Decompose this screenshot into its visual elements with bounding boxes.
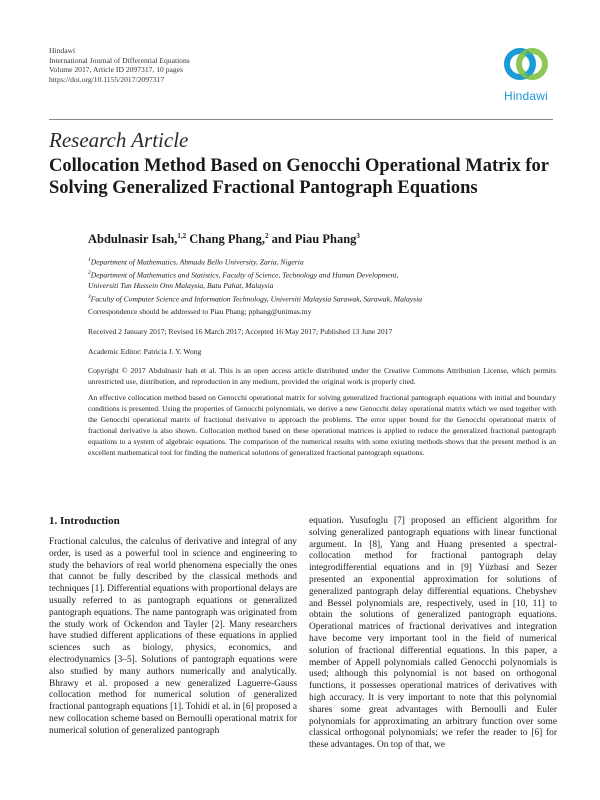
academic-editor: Academic Editor: Patricia J. Y. Wong	[88, 347, 202, 356]
affiliation-2	[88, 268, 422, 281]
volume-line: Volume 2017, Article ID 2097317, 10 pages	[49, 65, 183, 75]
intro-column-left: Fractional calculus, the calculus of derivative and integral of any order, is used as a powerful tool in science and engineering to study the behaviors of real world phenomena especially the ones that cannot be fully described by the classical methods and techniques [1]. Differential equations with proportional delays are usually referred to as pantograph equations or generalized pantograph equations. The name pantograph was originated from the study work of Ockendon and Tayler [2]. Many researchers have studied different applications of these equations in applied sciences such as biology, physics, economics, and electrodynamics [3–5]. Solutions of pantograph equations were also studied by many authors numerically and analytically. Bhrawy et al. proposed a new generalized Laguerre-Gauss collocation method for numerical solution of generalized fractional pantograph equations [1]. Tohidi et al. in [6] proposed a new collocation scheme based on Bernoulli operational matrix for numerical solution of generalized pantograph	[49, 537, 297, 736]
affiliation-2-cont	[88, 281, 422, 292]
publication-dates: Received 2 January 2017; Revised 16 March 2017; Accepted 16 May 2017; Published 13 June 2017	[88, 327, 393, 336]
correspondence: Correspondence should be addressed to Piau Phang; pphang@unimas.my	[88, 307, 312, 316]
author-piau-phang[interactable]: and Piau Phang	[268, 232, 357, 247]
journal-name: International Journal of Differential Equations	[49, 55, 190, 65]
intro-column-right: equation. Yusufoglu [7] proposed an efficient algorithm for solving generalized pantograph equations with linear functional argument. In [8], Yang and Huang presented a spectral-collocation method for fractional pantograph delay integrodifferential equations and in [9] Yüzbasi and Sezer presented an exponential approximation for solutions of generalized pantograph delay differential equations. Chebyshev and Bessel polynomials are, respectively, used in [10, 11] to obtain the solutions of generalized pantograph equations. Operational matrices of fractional derivatives and integration have become very important tool in the field of numerical solution of fractional differential equations. In this paper, a member of Appell polynomials called Genocchi polynomials is used; although this polynomial is not based on orthogonal functions, it possesses operational matrices of derivatives with high accuracy. It is very important to note that this polynomial shares some great advantages with Bernoulli and Euler polynomials for approximating an arbitrary function over some classical orthogonal polynomials; we refer the reader to [6] for these advantages. On top of that, we	[309, 516, 557, 751]
abstract: An effective collocation method based on Genocchi operational matrix for solving generalized fractional pantograph equations with initial and boundary conditions is presented. Using the properties of Genocchi polynomials, we derive a new Genocchi delay operational matrix which we used together with the Genocchi operational matrix of fractional derivative to approach the problems. The error upper bound for the Genocchi operational matrix of fractional derivative is also shown. Collocation method based on these operational matrices is applied to reduce the generalized fractional pantograph equations to a system of algebraic equations. The comparison of the numerical results with some existing methods shows that the present method is an excellent mathematical tool for finding the numerical solutions of generalized fractional pantograph equations.	[88, 393, 556, 457]
affiliations	[88, 255, 422, 305]
article-type: Research Article	[49, 128, 189, 152]
hindawi-logo	[496, 42, 556, 106]
journal-header	[49, 46, 190, 84]
affiliation-1-text: Department of Mathematics, Ahmadu Bello University, Zaria, Nigeria	[90, 257, 304, 267]
affiliation-2-cont-text: Universiti Tun Hussein Onn Malaysia, Batu Pahat, Malaysia	[88, 281, 274, 291]
author-chang-phang-affil: 2	[265, 232, 269, 240]
affiliation-2-text: Department of Mathematics and Statistics, Faculty of Science, Technology and Human Development,	[90, 270, 399, 280]
doi-link[interactable]: https://doi.org/10.1155/2017/2097317	[49, 74, 165, 84]
logo-text: Hindawi	[503, 89, 549, 103]
affiliation-2-sup: 2	[88, 270, 91, 277]
author-piau-phang-affil: 3	[356, 232, 360, 240]
affiliation-3	[88, 292, 422, 305]
hindawi-logo-icon	[496, 42, 556, 88]
section-heading-introduction: 1. Introduction	[49, 515, 120, 527]
author-isah-affil: 1,2	[177, 232, 187, 240]
title-line-1: Collocation Method Based on Genocchi Operational Matrix for	[49, 156, 549, 176]
author-list	[88, 232, 360, 247]
author-isah[interactable]: Abdulnasir Isah,	[88, 232, 178, 247]
copyright-notice: Copyright © 2017 Abdulnasir Isah et al. This is an open access article distributed under the Creative Commons Attribution License, which permits unrestricted use, distribution, and reproduction in any medium, provided the original work is properly cited.	[88, 366, 556, 386]
affiliation-3-text: Faculty of Computer Science and Information Technology, Universiti Malaysia Sarawak, Sarawak, Malaysia	[90, 294, 423, 304]
author-chang-phang[interactable]: Chang Phang,	[186, 232, 266, 247]
title-line-2: Solving Generalized Fractional Pantograph Equations	[49, 178, 478, 198]
publisher-name: Hindawi	[49, 46, 76, 55]
affiliation-1	[88, 255, 422, 268]
affiliation-3-sup: 3	[88, 293, 91, 300]
header-divider	[49, 119, 553, 120]
paper-title	[49, 155, 569, 199]
affiliation-1-sup: 1	[88, 257, 91, 263]
